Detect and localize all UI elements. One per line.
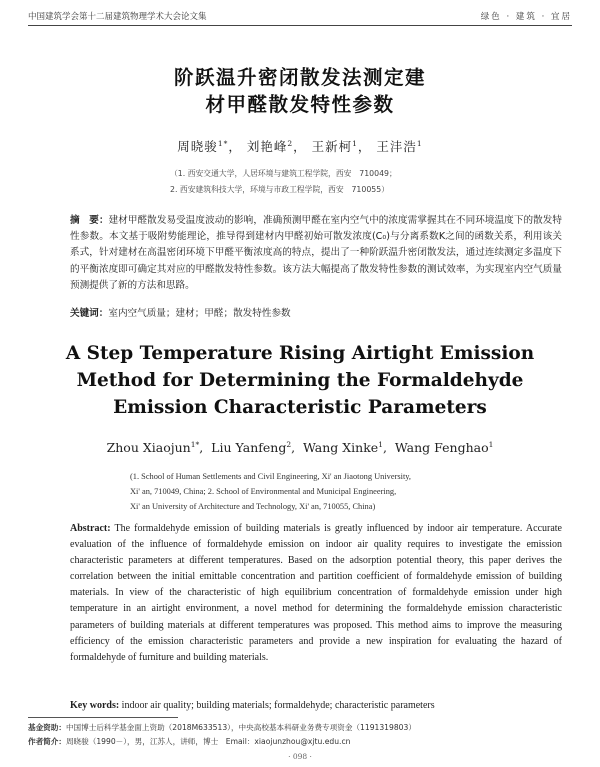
english-author-list: Zhou Xiaojun$^{1*}$, Liu Yanfeng$^2$, Wang Xinke$^1$, Wang Fenghao$^1$ [106,440,494,456]
chinese-keywords-label: 关键词： [70,308,109,319]
author-bio-footnote [28,736,350,747]
chinese-author: 刘艳峰 [246,139,288,154]
english-keywords [70,700,562,711]
author-affiliation-mark: 1* [190,440,200,449]
page-number: · 098 · [288,752,312,761]
english-title-line-3: Emission Characteristic Parameters [113,397,487,418]
chinese-author: 王沣浩 [376,139,417,154]
chinese-abstract-text: 建材甲醛散发易受温度波动的影响，准确预测甲醛在室内空气中的浓度需掌握其在不同环境温度下的散发特性参数。本文基于吸附势能理论，推导得到建材内甲醛初始可散发浓度(C₀)与分离系数K之间的函数关系，利用该关系式，针对建材在高温密闭环境下甲醛平衡浓度高的特点，提出了一种阶跃温升密闭散发法，通过连续测定多温度下的平衡浓度即可确定其对应的甲醛散发特性参数。该方法大幅提高了散发特性参数的测试效率，为实现室内空气质量预测提供了新的方法和思路。 [70,215,562,291]
author-bio-label: 作者简介： [28,737,66,746]
author-affiliation-mark: 1* [217,138,229,148]
chinese-author: 王新柯 [311,139,353,154]
english-affiliation: Xi' an University of Architecture and Technology, Xi' an, 710055, China) [130,502,376,511]
funding-text: 中国博士后科学基金面上资助（2018M633513），中央高校基本科研业务费专项资金（1191319803） [65,723,416,732]
english-title-line-2: Method for Determining the Formaldehyde [76,370,524,391]
english-author: Zhou Xiaojun [106,440,191,456]
chinese-affiliation: （1. 西安交通大学，人居环境与建筑工程学院，西安 710049； [170,169,397,178]
chinese-abstract [70,213,562,294]
author-bio-text: 周晓骏（1990－），男，江苏人，讲师，博士 Email：xiaojunzhou@xjtu.edu.cn [65,737,351,746]
author-affiliation-mark: 1 [378,440,383,449]
funding-label: 基金资助： [28,723,66,732]
chinese-abstract-label: 摘 要： [70,215,109,226]
english-abstract [70,521,562,666]
english-title-line-1: A Step Temperature Rising Airtight Emission [65,343,535,364]
author-affiliation-mark: 1 [416,138,423,148]
author-affiliation-mark: 1 [488,440,494,449]
english-author: Wang Fenghao [394,440,489,456]
header-divider [28,25,572,26]
english-affiliation: Xi' an, 710049, China; 2. School of Environmental and Municipal Engineering, [130,487,397,496]
chinese-keywords-text: 室内空气质量；建材；甲醛；散发特性参数 [108,308,291,319]
english-keywords-label: Key words: [70,700,120,711]
english-affiliation: (1. School of Human Settlements and Civil Engineering, Xi' an Jiaotong University, [130,472,412,481]
funding-footnote [28,722,416,733]
chinese-keywords [70,305,562,319]
english-author: Wang Xinke [303,440,379,456]
chinese-affiliation: 2. 西安建筑科技大学，环境与市政工程学院，西安 710055） [170,185,390,194]
chinese-title-line-1: 阶跃温升密闭散发法测定建 [173,66,426,89]
conference-name: 中国建筑学会第十二届建筑物理学术大会论文集 [28,12,207,22]
chinese-title-line-2: 材甲醛散发特性参数 [205,93,395,116]
running-header [28,10,572,24]
author-affiliation-mark: 2 [286,440,292,449]
chinese-author: 周晓骏 [177,139,218,154]
author-affiliation-mark: 1 [352,138,358,148]
english-abstract-label: Abstract: [70,523,111,534]
english-keywords-text: indoor air quality; building materials; formaldehyde; characteristic parameters [121,700,435,711]
english-author: Liu Yanfeng [211,440,287,456]
conference-theme: 绿色 · 建筑 · 宜居 [480,12,572,22]
chinese-author-list: 周晓骏$^{1*}$， 刘艳峰$^2$， 王新柯$^1$， 王沣浩$^1$ [177,138,423,154]
footnote-divider [28,717,178,718]
author-affiliation-mark: 2 [287,138,294,148]
english-abstract-text: The formaldehyde emission of building materials is greatly influenced by indoor air temperature. Accurate evaluation of the influence of formaldehyde emission on indoor air quality requires to investigate the emission characteristic parameters at different temperatures. Based on the adsorption potential theory, this paper derives the correlation between the initial emittable concentration and partition coefficient of formaldehyde emission of building materials. In view of the characteristic of high equilibrium concentration of formaldehyde emission under high temperature in an airtight environment, a novel method for determining the formaldehyde emission characteristic parameters of building materials at different temperatures was proposed. This method aims to improve the measuring efficiency of the emission characteristic parameters and provide a new inspiration for evaluating the hazard of formaldehyde of furniture and building materials. [70,523,562,663]
